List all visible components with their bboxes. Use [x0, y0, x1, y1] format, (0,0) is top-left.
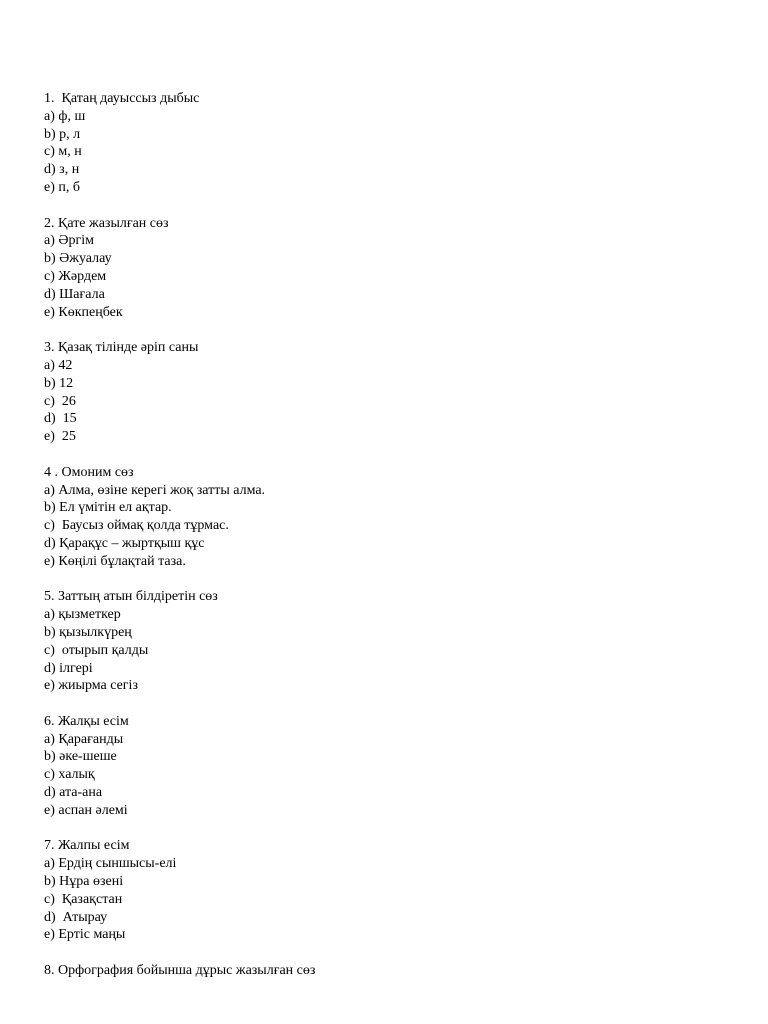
answer-option: b) р, л — [44, 126, 81, 142]
answer-option: b) 12 — [44, 375, 74, 391]
answer-option: a) Ердің сыншысы-елі — [44, 856, 177, 872]
answer-option: d) 15 — [44, 411, 77, 427]
answer-option: b) Нұра өзені — [44, 874, 124, 890]
answer-option: e) п, б — [44, 179, 80, 195]
answer-option: a) қызметкер — [44, 607, 121, 623]
question-prompt: 3. Қазақ тілінде әріп саны — [44, 340, 199, 356]
question-5 — [44, 588, 734, 695]
answer-option: d) Атырау — [44, 909, 108, 925]
answer-option: d) ілгері — [44, 660, 93, 676]
answer-option: e) жиырма сегіз — [44, 678, 138, 694]
answer-option: b) әке-шеше — [44, 749, 117, 765]
answer-option: b) Ел үмітін ел ақтар. — [44, 500, 172, 516]
answer-option: c) м, н — [44, 144, 82, 160]
answer-option: e) аспан әлемі — [44, 802, 128, 818]
answer-option: e) 25 — [44, 429, 76, 445]
answer-option: c) Жәрдем — [44, 268, 107, 284]
answer-option: c) отырып қалды — [44, 642, 149, 658]
answer-option: a) Қарағанды — [44, 731, 124, 747]
answer-option: e) Көңілі бұлақтай таза. — [44, 553, 186, 569]
question-2 — [44, 215, 734, 322]
question-prompt: 6. Жалқы есім — [44, 713, 129, 729]
answer-option: e) Көкпеңбек — [44, 304, 123, 320]
question-3 — [44, 339, 734, 446]
question-prompt: 4 . Омоним сөз — [44, 464, 134, 480]
question-prompt: 7. Жалпы есім — [44, 838, 130, 854]
answer-option: b) қызылкүрең — [44, 624, 132, 640]
answer-option: d) Қарақұс – жыртқыш құс — [44, 535, 205, 551]
answer-option: d) Шағала — [44, 286, 105, 302]
question-1 — [44, 90, 734, 197]
question-prompt: 2. Қате жазылған сөз — [44, 215, 169, 231]
answer-option: e) Ертіс маңы — [44, 927, 126, 943]
answer-option: b) Әжуалау — [44, 251, 112, 267]
answer-option: c) Қазақстан — [44, 891, 123, 907]
answer-option: d) ата-ана — [44, 785, 103, 801]
question-7 — [44, 837, 734, 944]
answer-option: c) халық — [44, 767, 95, 783]
answer-option: d) з, н — [44, 162, 80, 178]
question-8 — [44, 962, 734, 980]
question-prompt: 8. Орфография бойынша дұрыс жазылған сөз — [44, 963, 316, 979]
test-questions — [44, 90, 734, 998]
answer-option: c) 26 — [44, 393, 76, 409]
answer-option: a) ф, ш — [44, 108, 86, 124]
question-prompt: 5. Заттың атын білдіретін сөз — [44, 589, 218, 605]
question-6 — [44, 713, 734, 820]
answer-option: c) Баусыз оймақ қолда тұрмас. — [44, 518, 229, 534]
question-prompt: 1. Қатаң дауыссыз дыбыс — [44, 91, 200, 106]
answer-option: a) Алма, өзіне керегі жоқ затты алма. — [44, 482, 266, 498]
answer-option: a) Әргім — [44, 233, 94, 249]
answer-option: a) 42 — [44, 357, 73, 373]
question-4 — [44, 464, 734, 571]
